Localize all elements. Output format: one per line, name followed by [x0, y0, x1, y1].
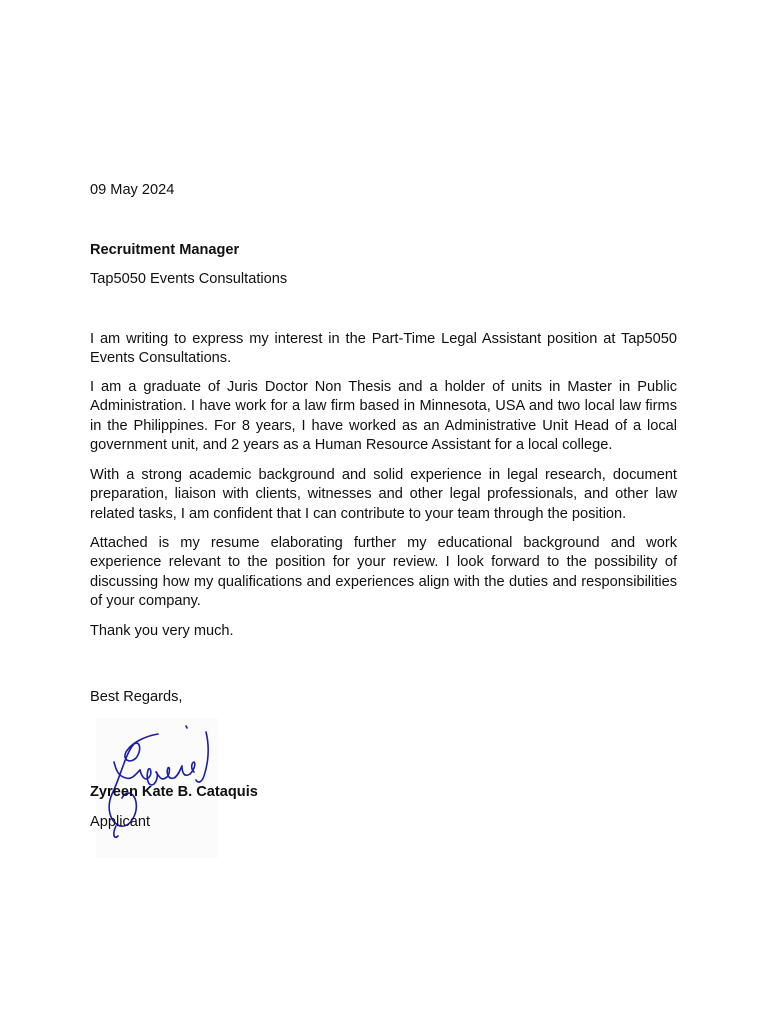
letter-date: 09 May 2024	[90, 182, 175, 198]
body-paragraph-intro: I am writing to express my interest in the Part-Time Legal Assistant position at Tap5050 Events Consultations.	[90, 331, 677, 367]
closing-salutation: Best Regards,	[90, 689, 183, 705]
recipient-company: Tap5050 Events Consultations	[90, 271, 288, 287]
signer-role: Applicant	[90, 814, 151, 830]
body-paragraph-resume: Attached is my resume elaborating further my educational background and work experience relevant to the position for your review. I look forward to the possibility of discussing how my qualifications and experiences align with the duties and responsibilities of your company.	[90, 535, 677, 610]
signer-name: Zyreen Kate B. Cataquis	[90, 784, 258, 800]
body-paragraph-education: I am a graduate of Juris Doctor Non Thesis and a holder of units in Master in Public Administration. I have work for a law firm based in Minnesota, USA and two local law firms in the Philippines. For 8 years, I have worked as an Administrative Unit Head of a local government unit, and 2 years as a Human Resource Assistant for a local college.	[90, 379, 677, 454]
body-paragraph-thanks: Thank you very much.	[90, 623, 234, 639]
recipient-title: Recruitment Manager	[90, 242, 240, 258]
body-paragraph-skills: With a strong academic background and solid experience in legal research, document preparation, liaison with clients, witnesses and other legal professionals, and other law related tasks, I am confident that I can contribute to your team through the position.	[90, 467, 677, 522]
